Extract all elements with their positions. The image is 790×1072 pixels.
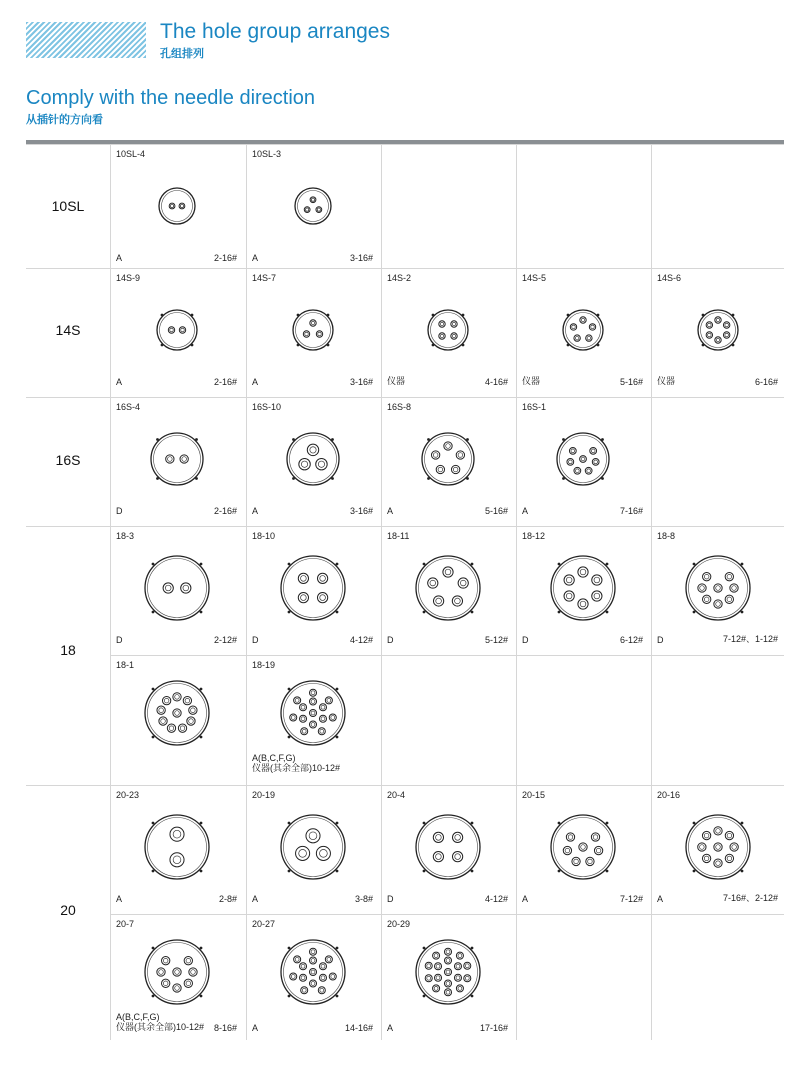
contact-size: 5-16# [484, 506, 508, 516]
connector-face-diagram [246, 655, 381, 765]
orientation-key: D [657, 635, 664, 645]
contact-size: 6-12# [619, 635, 643, 645]
orientation-key: 仪器 [387, 376, 406, 386]
connector-code: 16S-4 [116, 402, 141, 412]
connector-code: 20-15 [522, 790, 546, 800]
connector-code: 18-10 [252, 531, 276, 541]
connector-code: 16S-8 [387, 402, 412, 412]
contact-size: 3-8# [354, 894, 373, 904]
connector-face-diagram [516, 397, 651, 507]
connector-code: 18-1 [116, 660, 135, 670]
orientation-key: A [116, 377, 123, 387]
connector-cell [381, 268, 516, 396]
connector-cell [516, 785, 651, 913]
orientation-key: A [252, 253, 259, 263]
orientation-key: A [387, 1023, 394, 1033]
orientation-key: A [252, 894, 259, 904]
connector-face-diagram [246, 785, 381, 895]
connector-face-diagram [110, 914, 245, 1024]
connector-cell [381, 526, 516, 654]
connector-code: 14S-5 [522, 273, 547, 283]
section-title-cn: 从插针的方向看 [26, 114, 103, 126]
connector-code: 18-11 [387, 531, 410, 541]
connector-face-diagram [110, 655, 245, 765]
contact-size: 3-16# [349, 506, 373, 516]
contact-size: 2-16# [213, 377, 237, 387]
series-label: 10SL [51, 198, 85, 214]
orientation-key: 仪器 [522, 376, 541, 386]
connector-face-diagram [110, 397, 245, 507]
contact-size: 2-16# [213, 506, 237, 516]
connector-cell [246, 655, 381, 783]
contact-size: 5-12# [484, 635, 508, 645]
orientation-key: A(B,C,F,G) [252, 753, 296, 763]
contact-size: 7-12# [619, 894, 643, 904]
connector-code: 18-3 [116, 531, 135, 541]
orientation-key: A [116, 253, 123, 263]
connector-code: 20-16 [657, 790, 681, 800]
connector-face-diagram [651, 785, 786, 895]
contact-size: 7-12#、1-12# [722, 634, 778, 644]
contact-size: 2-16# [213, 253, 237, 263]
connector-cell [516, 526, 651, 654]
contact-size: 4-12# [484, 894, 508, 904]
connector-cell [246, 268, 381, 396]
orientation-key: A [522, 894, 529, 904]
connector-face-diagram [110, 144, 245, 254]
connector-face-diagram [381, 268, 516, 378]
contact-size: 14-16# [344, 1023, 373, 1033]
connector-code: 18-19 [252, 660, 276, 670]
orientation-key: D [387, 894, 394, 904]
series-label: 14S [55, 322, 81, 338]
connector-face-diagram [516, 785, 651, 895]
connector-cell [516, 397, 651, 525]
connector-code: 14S-2 [387, 273, 412, 283]
connector-face-diagram [381, 914, 516, 1024]
contact-size: 4-16# [484, 377, 508, 387]
orientation-key: A [252, 377, 259, 387]
contact-size: 2-12# [213, 635, 237, 645]
page-title: The hole group arranges [160, 20, 390, 43]
connector-cell [246, 914, 381, 1042]
connector-face-diagram [246, 397, 381, 507]
orientation-key: D [252, 635, 259, 645]
connector-code: 14S-6 [657, 273, 682, 283]
connector-face-diagram [246, 914, 381, 1024]
connector-cell [110, 144, 245, 272]
connector-code: 18-12 [522, 531, 546, 541]
contact-size: 3-16# [349, 253, 373, 263]
contact-size: 5-16# [619, 377, 643, 387]
contact-size: 6-16# [754, 377, 778, 387]
connector-code: 16S-1 [522, 402, 547, 412]
connector-cell [246, 397, 381, 525]
contact-size: 7-16#、2-12# [722, 893, 778, 903]
connector-code: 14S-9 [116, 273, 141, 283]
connector-face-diagram [651, 268, 786, 378]
connector-code: 10SL-3 [252, 149, 282, 159]
orientation-key: A [252, 506, 259, 516]
connector-code: 20-7 [116, 919, 135, 929]
connector-code: 18-8 [657, 531, 676, 541]
connector-code: 14S-7 [252, 273, 277, 283]
orientation-key: A [387, 506, 394, 516]
contact-size: 7-16# [619, 506, 643, 516]
connector-cell [516, 268, 651, 396]
connector-face-diagram [110, 268, 245, 378]
orientation-key: D [387, 635, 394, 645]
connector-cell [110, 526, 245, 654]
connector-code: 16S-10 [252, 402, 282, 412]
connector-code: 20-23 [116, 790, 140, 800]
brand-stripes [26, 22, 146, 58]
connector-cell [110, 655, 245, 783]
connector-face-diagram [381, 785, 516, 895]
series-label: 18 [60, 642, 76, 658]
series-label: 20 [60, 902, 76, 918]
connector-face-diagram [381, 397, 516, 507]
contact-size: 4-12# [349, 635, 373, 645]
page-title-cn: 孔组排列 [160, 48, 204, 60]
contact-size: 17-16# [479, 1023, 508, 1033]
section-title: Comply with the needle direction [26, 87, 316, 109]
orientation-key: A [522, 506, 529, 516]
connector-cell [110, 268, 245, 396]
connector-cell [381, 397, 516, 525]
connector-code: 20-19 [252, 790, 276, 800]
connector-cell [381, 914, 516, 1042]
contact-size: 3-16# [349, 377, 373, 387]
orientation-key: A [116, 894, 123, 904]
orientation-key: 仪器 [657, 376, 676, 386]
orientation-key: A [252, 1023, 259, 1033]
series-label: 16S [55, 452, 81, 468]
orientation-key: A [657, 894, 664, 904]
connector-face-diagram [246, 144, 381, 254]
connector-cell [381, 785, 516, 913]
connector-code: 20-4 [387, 790, 406, 800]
connector-cell [246, 785, 381, 913]
connector-face-diagram [651, 526, 786, 636]
orientation-key: D [522, 635, 529, 645]
connector-face-diagram [516, 526, 651, 636]
connector-face-diagram [110, 785, 245, 895]
instrument-note: 仪器(其余全部)10-12# [116, 1022, 205, 1032]
connector-cell [651, 785, 786, 913]
connector-cell [651, 526, 786, 654]
connector-cell [110, 914, 245, 1042]
connector-code: 20-29 [387, 919, 411, 929]
connector-code: 20-27 [252, 919, 276, 929]
instrument-note: 仪器(其余全部)10-12# [252, 763, 341, 773]
orientation-key: D [116, 635, 123, 645]
connector-face-diagram [516, 268, 651, 378]
connector-face-diagram [381, 526, 516, 636]
connector-cell [246, 526, 381, 654]
connector-cell [246, 144, 381, 272]
connector-face-diagram [110, 526, 245, 636]
connector-code: 10SL-4 [116, 149, 146, 159]
connector-cell [651, 268, 786, 396]
orientation-key: D [116, 506, 123, 516]
connector-cell [110, 785, 245, 913]
connector-cell [110, 397, 245, 525]
contact-size: 2-8# [218, 894, 237, 904]
orientation-key: A(B,C,F,G) [116, 1012, 160, 1022]
connector-face-diagram [246, 526, 381, 636]
contact-size: 8-16# [213, 1023, 237, 1033]
connector-face-diagram [246, 268, 381, 378]
